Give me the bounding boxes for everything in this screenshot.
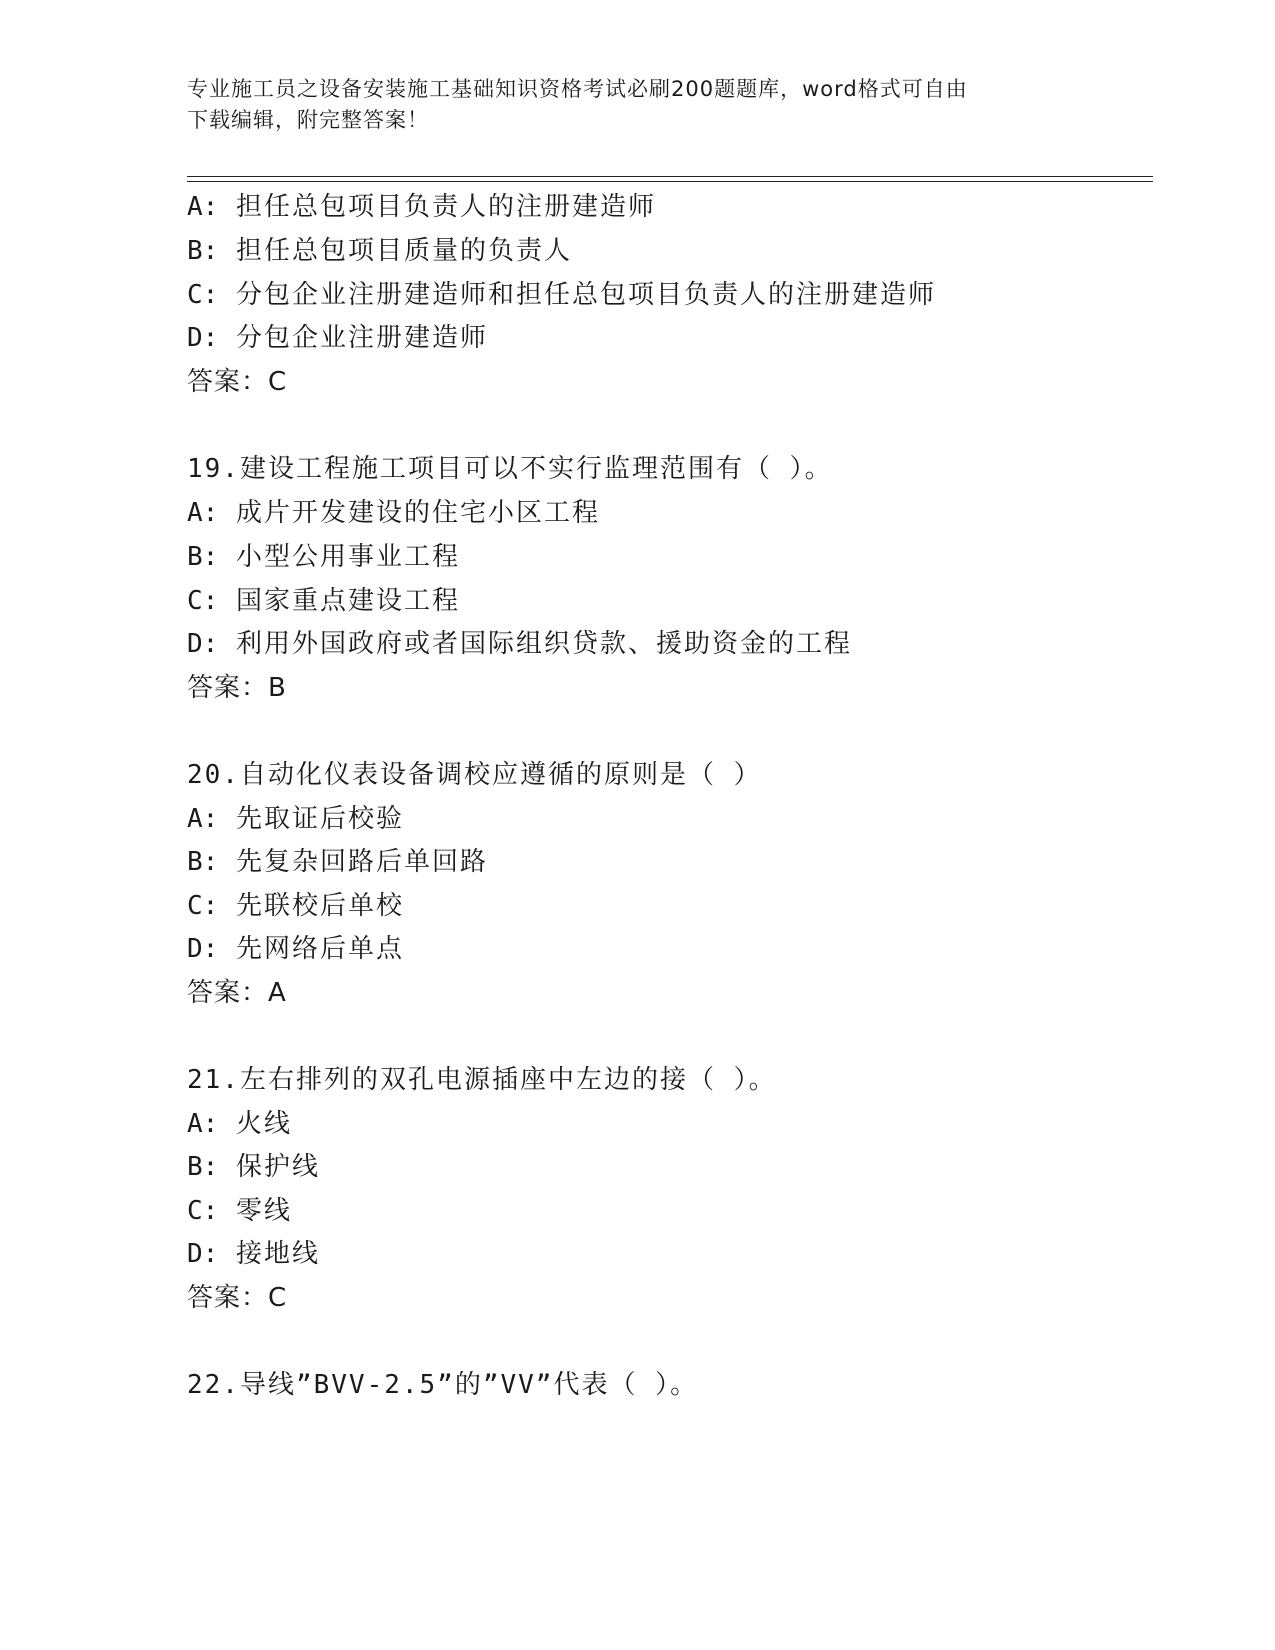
q19-answer: 答案：B [187,673,287,703]
option-text: 担任总包项目负责人的注册建造师 [235,192,656,222]
q19-option-c [187,585,460,617]
option-key: C: [187,891,219,921]
q18-option-a [187,191,656,223]
option-text: 先联校后单校 [235,891,404,921]
header-divider-bottom [187,181,1153,182]
q18-answer: 答案：C [187,367,288,397]
q18-option-c [187,279,936,311]
option-text: 分包企业注册建造师和担任总包项目负责人的注册建造师 [235,280,936,310]
option-key: A: [187,804,219,834]
q20-option-b [187,846,488,878]
option-text: 担任总包项目质量的负责人 [235,236,572,266]
option-text: 保护线 [235,1152,320,1182]
option-text: 成片开发建设的住宅小区工程 [235,498,600,528]
q19-option-b [187,541,460,573]
option-key: A: [187,498,219,528]
option-key: D: [187,323,219,353]
q20-option-a [187,803,404,835]
option-key: D: [187,1239,219,1269]
q21-question: 21.左右排列的双孔电源插座中左边的接（ ）。 [187,1065,777,1095]
option-key: A: [187,192,219,222]
q21-option-d [187,1238,320,1270]
q21-option-a [187,1108,292,1140]
q22-question: 22.导线”BVV-2.5”的”VV”代表（ ）。 [187,1370,699,1400]
option-text: 小型公用事业工程 [235,542,460,572]
q21-option-c [187,1195,292,1227]
header-line-2: 下载编辑，附完整答案！ [187,108,429,132]
option-text: 先网络后单点 [235,934,404,964]
option-key: D: [187,934,219,964]
q20-answer: 答案：A [187,978,287,1008]
q18-option-b [187,235,572,267]
document-header [187,74,1087,136]
option-key: B: [187,542,219,572]
header-divider-top [187,176,1153,177]
option-key: A: [187,1109,219,1139]
option-text: 零线 [235,1196,292,1226]
q20-option-c [187,890,404,922]
q21-answer: 答案：C [187,1283,288,1313]
q21-option-b [187,1151,320,1183]
option-key: B: [187,847,219,877]
header-line-1: 专业施工员之设备安装施工基础知识资格考试必刷200题题库，word格式可自由 [187,77,968,101]
q20-option-d [187,933,404,965]
option-key: B: [187,1152,219,1182]
option-text: 分包企业注册建造师 [235,323,488,353]
option-text: 国家重点建设工程 [235,586,460,616]
option-text: 先取证后校验 [235,804,404,834]
q18-option-d [187,322,488,354]
option-text: 火线 [235,1109,292,1139]
q19-option-a [187,497,600,529]
option-text: 先复杂回路后单回路 [235,847,488,877]
q19-option-d [187,628,852,660]
option-key: D: [187,629,219,659]
q20-question: 20.自动化仪表设备调校应遵循的原则是（ ） [187,760,762,790]
option-key: B: [187,236,219,266]
option-key: C: [187,1196,219,1226]
option-key: C: [187,280,219,310]
q19-question: 19.建设工程施工项目可以不实行监理范围有（ ）。 [187,454,833,484]
option-text: 利用外国政府或者国际组织贷款、援助资金的工程 [235,629,852,659]
option-text: 接地线 [235,1239,320,1269]
option-key: C: [187,586,219,616]
